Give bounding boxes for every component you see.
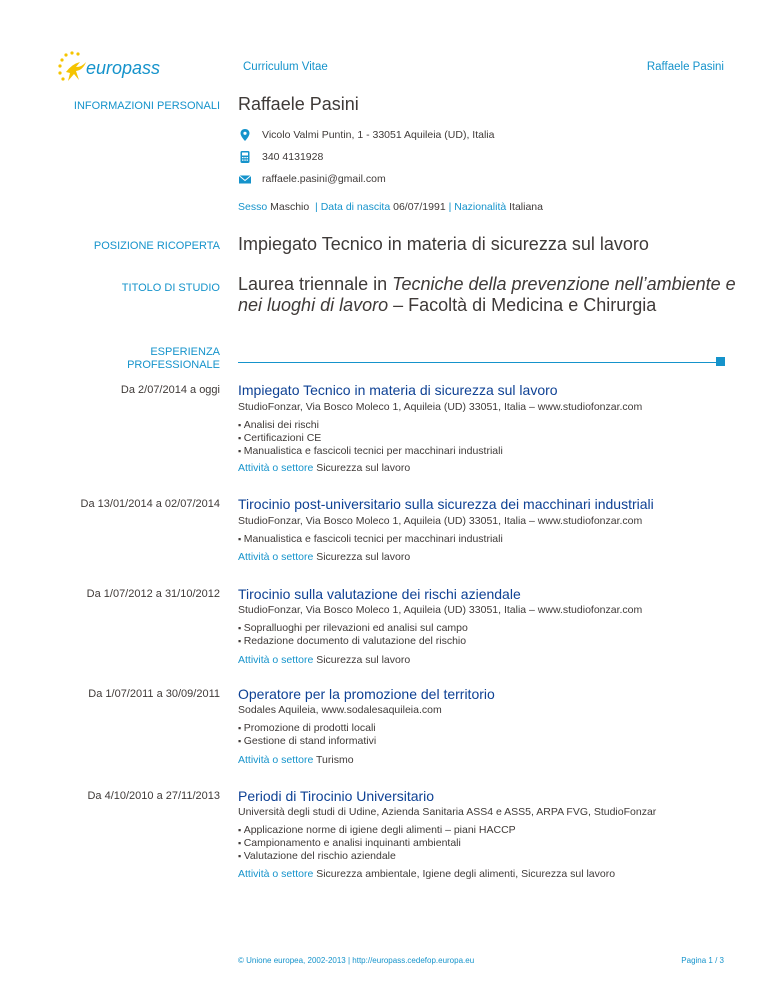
experience-bullets xyxy=(238,722,376,748)
phone-row xyxy=(238,150,323,164)
study-degree: Tecniche della prevenzione nell’ambiente e nei luoghi di lavoro xyxy=(238,274,736,315)
doc-title: Curriculum Vitae xyxy=(243,61,328,73)
experience-title: Operatore per la promozione del territorio xyxy=(238,686,495,702)
sector-label: Attività o settore xyxy=(238,462,314,474)
list-item: ▪ Gestione di stand informativi xyxy=(238,735,376,748)
list-item: ▪ Manualistica e fascicoli tecnici per macchinari industriali xyxy=(238,445,503,458)
sector-label: Attività o settore xyxy=(238,654,314,666)
separator-2: | xyxy=(445,201,452,213)
phone-icon xyxy=(238,150,252,164)
experience-title: Impiegato Tecnico in materia di sicurezza sul lavoro xyxy=(238,382,558,398)
list-item: ▪ Sopralluoghi per rilevazioni ed analisi sul campo xyxy=(238,622,468,635)
nationality-value: Italiana xyxy=(509,201,543,213)
footer-page-number: Pagina 1 / 3 xyxy=(681,956,724,965)
experience-title: Periodi di Tirocinio Universitario xyxy=(238,788,435,804)
experience-employer: StudioFonzar, Via Bosco Moleco 1, Aquileia (UD) 33051, Italia – www.studiofonzar.com xyxy=(238,515,643,527)
person-name: Raffaele Pasini xyxy=(238,94,359,114)
experience-section-label xyxy=(40,346,220,372)
experience-date: Da 2/07/2014 a oggi xyxy=(120,384,220,396)
list-item: ▪ Campionamento e analisi inquinanti ambientali xyxy=(238,837,516,850)
birth-value: 06/07/1991 xyxy=(393,201,446,213)
experience-bullets xyxy=(238,419,503,458)
address-row xyxy=(238,128,494,142)
experience-sector xyxy=(238,551,410,563)
study-label: TITOLO DI STUDIO xyxy=(121,282,220,294)
experience-bullets xyxy=(238,824,516,863)
list-item: ▪ Analisi dei rischi xyxy=(238,419,503,432)
experience-date: Da 1/07/2012 a 31/10/2012 xyxy=(86,588,220,600)
experience-employer: Sodales Aquileia, www.sodalesaquileia.com xyxy=(238,704,442,716)
logo-text: europass xyxy=(86,58,161,78)
address-text: Vicolo Valmi Puntin, 1 - 33051 Aquileia (UD), Italia xyxy=(262,129,495,141)
europass-logo xyxy=(56,50,176,90)
sector-value: Sicurezza sul lavoro xyxy=(316,654,411,666)
position-value: Impiegato Tecnico in materia di sicurezza sul lavoro xyxy=(238,234,649,254)
list-item: ▪ Manualistica e fascicoli tecnici per macchinari industriali xyxy=(238,533,503,546)
experience-label-line1: ESPERIENZA xyxy=(150,346,220,358)
experience-employer: Università degli studi di Udine, Azienda Sanitaria ASS4 e ASS5, ARPA FVG, StudioFonzar xyxy=(238,806,657,818)
study-suffix: – Facoltà di Medicina e Chirurgia xyxy=(388,295,657,315)
phone-text: 340 4131928 xyxy=(262,151,324,163)
email-text[interactable]: raffaele.pasini@gmail.com xyxy=(262,173,386,185)
header-person-name: Raffaele Pasini xyxy=(646,61,724,73)
sector-label: Attività o settore xyxy=(238,754,314,766)
section-divider-square xyxy=(716,357,725,366)
sex-label: Sesso xyxy=(238,201,268,213)
email-icon xyxy=(238,172,252,186)
europass-logo-icon xyxy=(56,50,90,86)
experience-title: Tirocinio post-universitario sulla sicurezza dei macchinari industriali xyxy=(238,496,654,512)
sector-label: Attività o settore xyxy=(238,868,314,880)
sex-value: Maschio xyxy=(270,201,310,213)
personal-section-label: INFORMAZIONI PERSONALI xyxy=(73,100,220,112)
experience-employer: StudioFonzar, Via Bosco Moleco 1, Aquileia (UD) 33051, Italia – www.studiofonzar.com xyxy=(238,604,643,616)
experience-bullets xyxy=(238,622,468,648)
experience-date: Da 1/07/2011 a 30/09/2011 xyxy=(88,688,220,700)
study-value xyxy=(238,274,738,316)
experience-label-line2: PROFESSIONALE xyxy=(127,359,220,371)
section-divider xyxy=(238,362,716,363)
sector-value: Sicurezza ambientale, Igiene degli alimenti, Sicurezza sul lavoro xyxy=(316,868,616,880)
birth-label: Data di nascita xyxy=(320,201,391,213)
list-item: ▪ Redazione documento di valutazione del rischio xyxy=(238,635,468,648)
experience-sector xyxy=(238,654,410,666)
experience-sector xyxy=(238,868,615,880)
sector-label: Attività o settore xyxy=(238,551,314,563)
sector-value: Sicurezza sul lavoro xyxy=(316,551,411,563)
experience-sector xyxy=(238,462,410,474)
nationality-label: Nazionalità xyxy=(454,201,507,213)
list-item: ▪ Valutazione del rischio aziendale xyxy=(238,850,516,863)
list-item: ▪ Applicazione norme di igiene degli alimenti – piani HACCP xyxy=(238,824,516,837)
footer-copyright[interactable]: © Unione europea, 2002-2013 | http://europass.cedefop.europa.eu xyxy=(238,956,475,965)
experience-bullets xyxy=(238,533,503,546)
sector-value: Sicurezza sul lavoro xyxy=(316,462,411,474)
experience-date: Da 13/01/2014 a 02/07/2014 xyxy=(80,498,220,510)
experience-employer: StudioFonzar, Via Bosco Moleco 1, Aquileia (UD) 33051, Italia – www.studiofonzar.com xyxy=(238,401,643,413)
list-item: ▪ Promozione di prodotti locali xyxy=(238,722,376,735)
experience-title: Tirocinio sulla valutazione dei rischi aziendale xyxy=(238,586,521,602)
position-label: POSIZIONE RICOPERTA xyxy=(93,240,220,252)
email-row xyxy=(238,172,386,186)
separator-1: | xyxy=(312,201,318,213)
list-item: ▪ Certificazioni CE xyxy=(238,432,503,445)
sector-value: Turismo xyxy=(316,754,354,766)
personal-details-line xyxy=(238,201,543,213)
location-icon xyxy=(238,128,252,142)
study-prefix: Laurea triennale in xyxy=(238,274,393,294)
experience-sector xyxy=(238,754,354,766)
experience-date: Da 4/10/2010 a 27/11/2013 xyxy=(87,790,220,802)
